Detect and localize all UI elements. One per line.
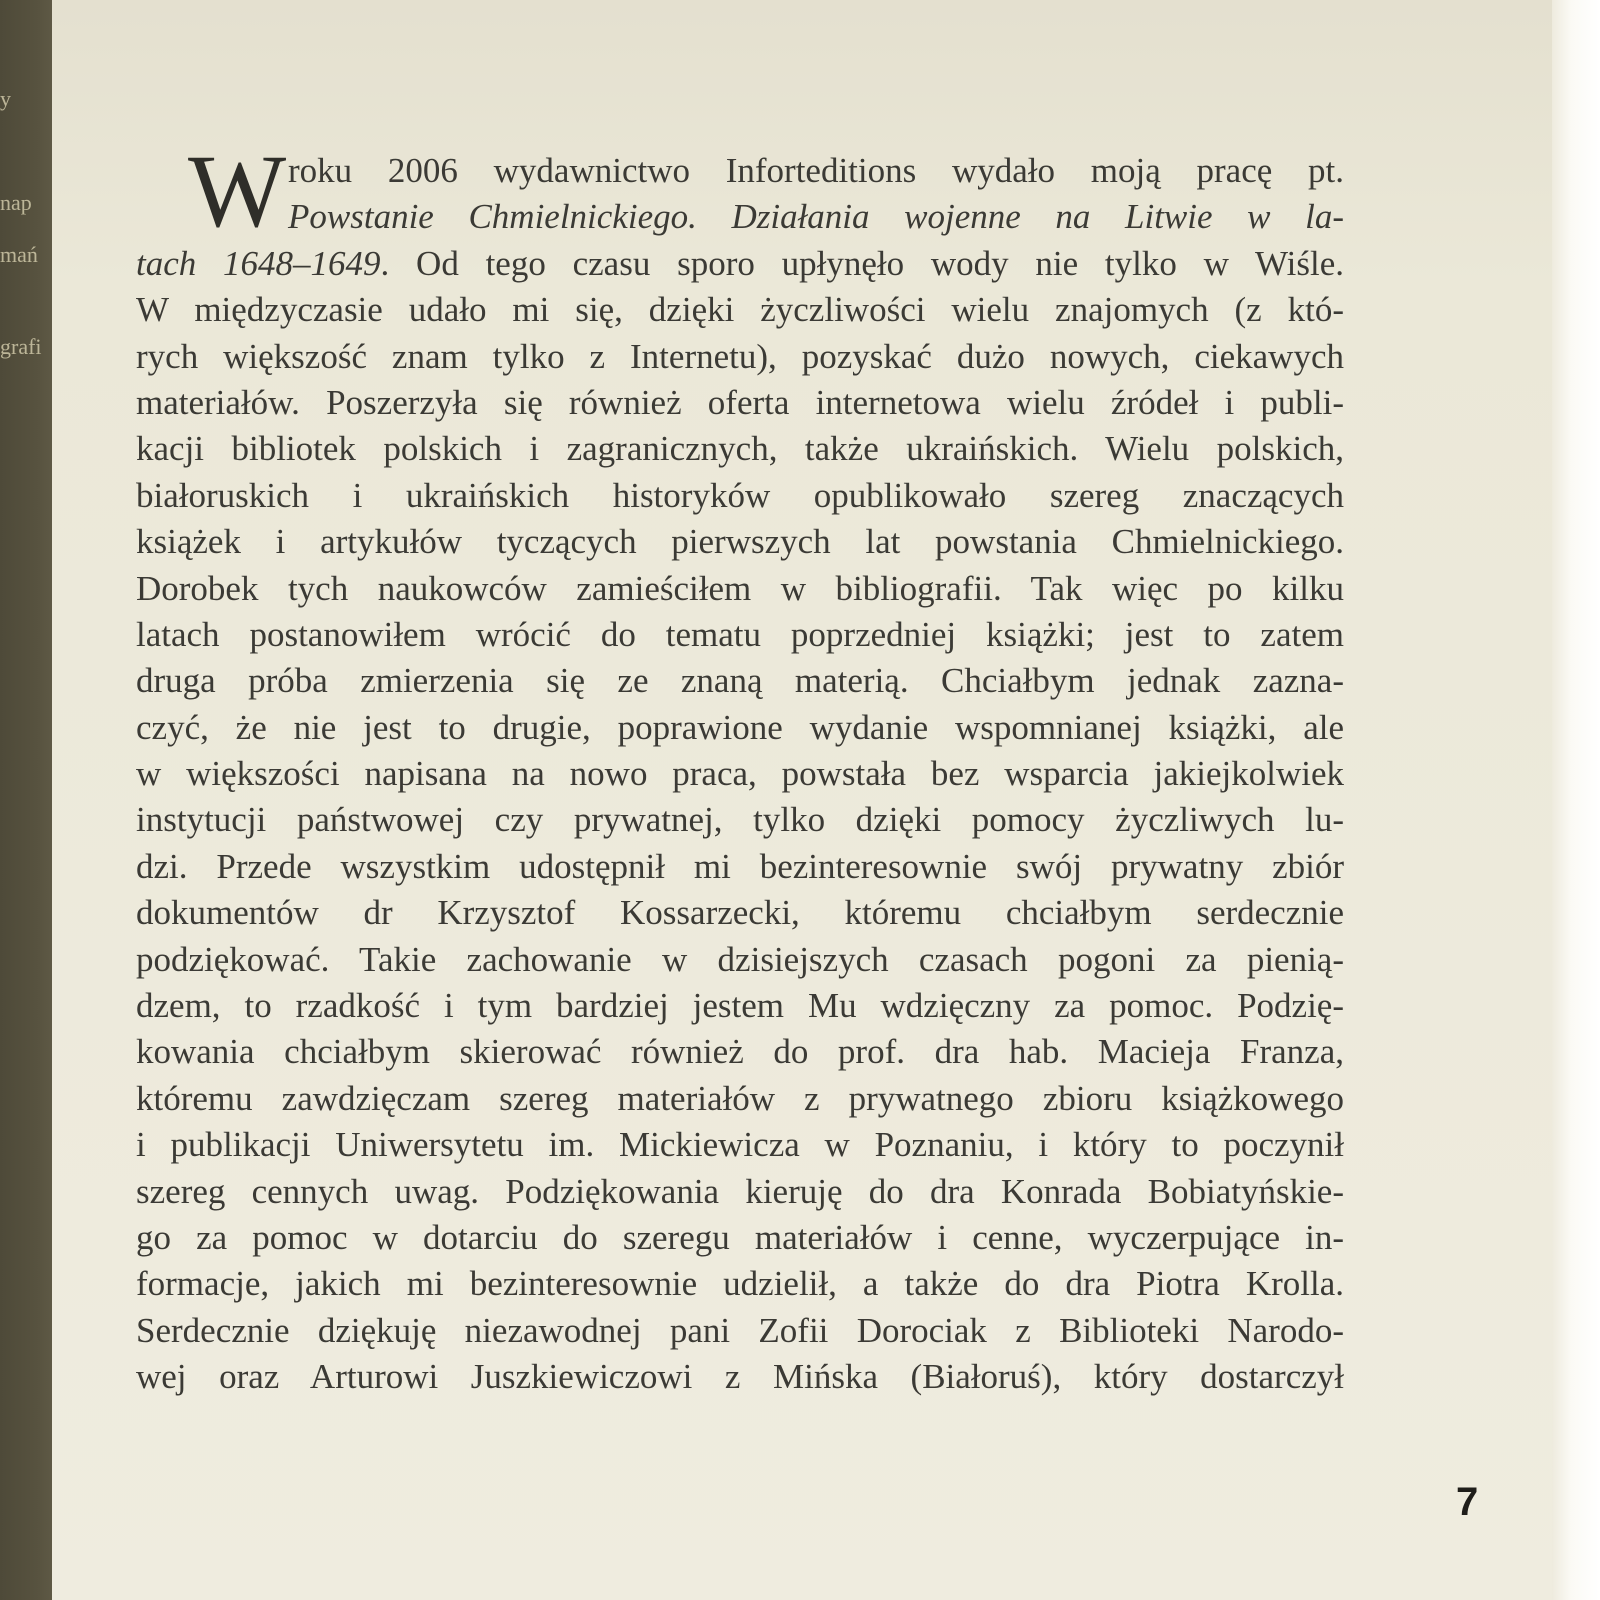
- left-fragment: grafi: [0, 334, 42, 359]
- text-line: roku 2006 wydawnictwo Inforteditions wydało moją pracę pt.: [288, 151, 1344, 190]
- text-line: druga próba zmierzenia się ze znaną materią. Chciałbym jednak zazna-: [136, 661, 1344, 701]
- text-line: rych większość znam tylko z Internetu), pozyskać dużo nowych, ciekawych: [136, 336, 1344, 376]
- text-line-rest: . Od tego czasu sporo upłynęło wody nie tylko w Wiśle.: [380, 243, 1344, 283]
- text-line: materiałów. Poszerzyła się również oferta internetowa wielu źródeł i publi-: [136, 382, 1344, 422]
- left-fragment: mań: [0, 242, 38, 267]
- text-line: i publikacji Uniwersytetu im. Mickiewicza w Poznaniu, i który to poczynił: [136, 1125, 1344, 1165]
- text-line: któremu zawdzięczam szereg materiałów z prywatnego zbioru książkowego: [136, 1078, 1344, 1118]
- text-line: białoruskich i ukraińskich historyków opublikowało szereg znaczących: [136, 475, 1344, 515]
- text-line: Serdecznie dziękuję niezawodnej pani Zofii Dorociak z Biblioteki Narodo-: [136, 1310, 1344, 1350]
- text-line: kowania chciałbym skierować również do prof. dra hab. Macieja Franza,: [136, 1032, 1344, 1072]
- text-line: [136, 241, 1344, 287]
- page-number: 7: [1456, 1480, 1479, 1524]
- left-fragment: y: [0, 86, 11, 111]
- text-line: wej oraz Arturowi Juszkiewiczowi z Mińska (Białoruś), który dostarczył: [136, 1357, 1344, 1397]
- text-line: szereg cennych uwag. Podziękowania kieruję do dra Konrada Bobiatyńskie-: [136, 1171, 1344, 1211]
- text-line: W międzyczasie udało mi się, dzięki życzliwości wielu znajomych (z któ-: [136, 290, 1344, 330]
- book-title-italic: tach 1648–1649: [136, 243, 381, 283]
- text-line: Powstanie Chmielnickiego. Działania wojenne na Litwie w la-: [288, 197, 1344, 237]
- text-line: Dorobek tych naukowców zamieściłem w bibliografii. Tak więc po kilku: [136, 568, 1344, 608]
- drop-cap-letter: W: [188, 134, 287, 249]
- text-line: czyć, że nie jest to drugie, poprawione wydanie wspomnianej książki, ale: [136, 707, 1344, 747]
- text-line: instytucji państwowej czy prywatnej, tylko dzięki pomocy życzliwych lu-: [136, 800, 1344, 840]
- text-line: podziękować. Takie zachowanie w dzisiejszych czasach pogoni za pienią-: [136, 939, 1344, 979]
- text-line: dzem, to rzadkość i tym bardziej jestem Mu wdzięczny za pomoc. Podzię-: [136, 986, 1344, 1026]
- text-line: dokumentów dr Krzysztof Kossarzecki, któremu chciałbym serdecznie: [136, 893, 1344, 933]
- text-line: w większości napisana na nowo praca, powstała bez wsparcia jakiejkolwiek: [136, 754, 1344, 794]
- text-line: formacje, jakich mi bezinteresownie udzielił, a także do dra Piotra Krolla.: [136, 1264, 1344, 1304]
- text-line: latach postanowiłem wrócić do tematu poprzedniej książki; jest to zatem: [136, 614, 1344, 654]
- text-line: go za pomoc w dotarciu do szeregu materiałów i cenne, wyczerpujące in-: [136, 1217, 1344, 1257]
- text-line: dzi. Przede wszystkim udostępnił mi bezinteresownie swój prywatny zbiór: [136, 846, 1344, 886]
- left-page-edge: [0, 0, 52, 1600]
- left-fragment: nap: [0, 190, 32, 215]
- body-text: [136, 148, 1344, 1401]
- page-right-margin: [1552, 0, 1600, 1600]
- left-page-text-fragments: [0, 70, 40, 358]
- text-line: kacji bibliotek polskich i zagranicznych, także ukraińskich. Wielu polskich,: [136, 429, 1344, 469]
- text-line: książek i artykułów tyczących pierwszych lat powstania Chmielnickiego.: [136, 522, 1344, 562]
